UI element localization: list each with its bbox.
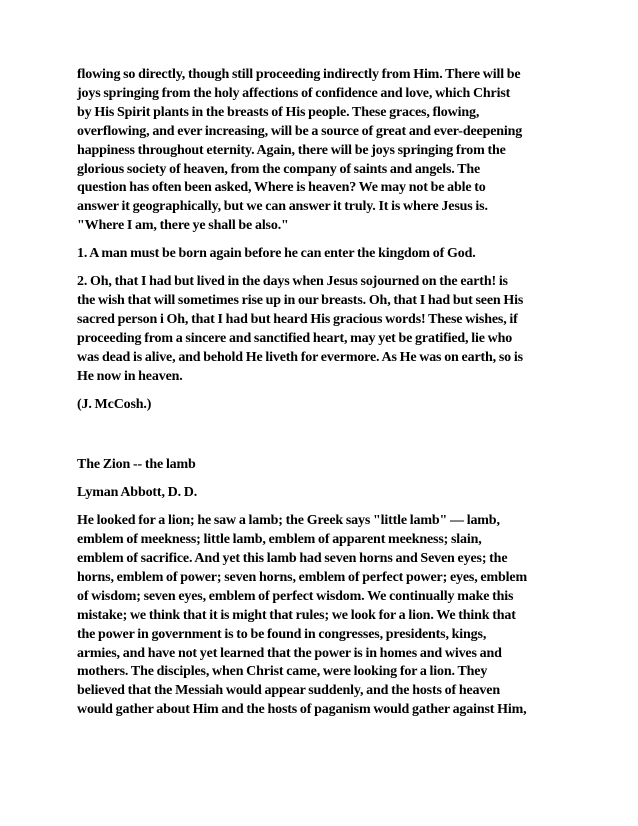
section-title	[77, 456, 563, 475]
text-line: would gather about Him and the hosts of paganism would gather against Him,	[77, 702, 527, 718]
text-line: (J. McCosh.)	[77, 396, 152, 412]
document-page	[77, 66, 563, 720]
text-line: He looked for a lion; he saw a lamb; the Greek says "little lamb" — lamb,	[77, 513, 500, 529]
text-line: answer it geographically, but we can answer it truly. It is where Jesus is.	[77, 199, 488, 215]
text-line: joys springing from the holy affections of confidence and love, which Christ	[77, 85, 511, 101]
text-line: the power in government is to be found in congresses, presidents, kings,	[77, 626, 487, 642]
text-line: believed that the Messiah would appear suddenly, and the hosts of heaven	[77, 683, 500, 699]
text-line: overflowing, and ever increasing, will be a source of great and ever-deepening	[77, 123, 523, 139]
text-line: mistake; we think that it is might that rules; we look for a lion. We think that	[77, 607, 516, 623]
text-line: glorious society of heaven, from the company of saints and angels. The	[77, 161, 481, 177]
text-line: Lyman Abbott, D. D.	[77, 485, 198, 501]
text-line: of wisdom; seven eyes, emblem of perfect wisdom. We continually make this	[77, 588, 514, 604]
text-line: proceeding from a sincere and sanctified heart, may yet be gratified, lie who	[77, 330, 513, 346]
paragraph-point-1	[77, 245, 563, 264]
text-line: emblem of meekness; little lamb, emblem of apparent meekness; slain,	[77, 532, 482, 548]
text-line: flowing so directly, though still proceeding indirectly from Him. There will be	[77, 67, 521, 82]
text-line: by His Spirit plants in the breasts of His people. These graces, flowing,	[77, 104, 480, 120]
text-line: "Where I am, there ye shall be also."	[77, 218, 289, 234]
text-line: armies, and have not yet learned that the power is in homes and wives and	[77, 645, 502, 661]
paragraph-point-2	[77, 273, 563, 386]
text-line: the wish that will sometimes rise up in our breasts. Oh, that I had but seen His	[77, 292, 524, 308]
text-line: sacred person i Oh, that I had but heard His gracious words! These wishes, if	[77, 311, 518, 327]
text-line: He now in heaven.	[77, 368, 183, 384]
text-line: emblem of sacrifice. And yet this lamb had seven horns and Seven eyes; the	[77, 551, 508, 567]
text-line: happiness throughout eternity. Again, there will be joys springing from the	[77, 142, 506, 158]
text-line: The Zion -- the lamb	[77, 457, 196, 473]
text-line: 2. Oh, that I had but lived in the days when Jesus sojourned on the earth! is	[77, 274, 508, 290]
paragraph-lamb	[77, 512, 563, 720]
text-line: question has often been asked, Where is heaven? We may not be able to	[77, 180, 486, 196]
text-line: 1. A man must be born again before he can enter the kingdom of God.	[77, 246, 476, 262]
paragraph-heaven-joys	[77, 66, 563, 236]
author-line	[77, 484, 563, 503]
attribution	[77, 396, 563, 415]
text-line: horns, emblem of power; seven horns, emblem of perfect power; eyes, emblem	[77, 569, 527, 585]
text-line: mothers. The disciples, when Christ came, were looking for a lion. They	[77, 664, 488, 680]
text-line: was dead is alive, and behold He liveth for evermore. As He was on earth, so is	[77, 349, 523, 365]
